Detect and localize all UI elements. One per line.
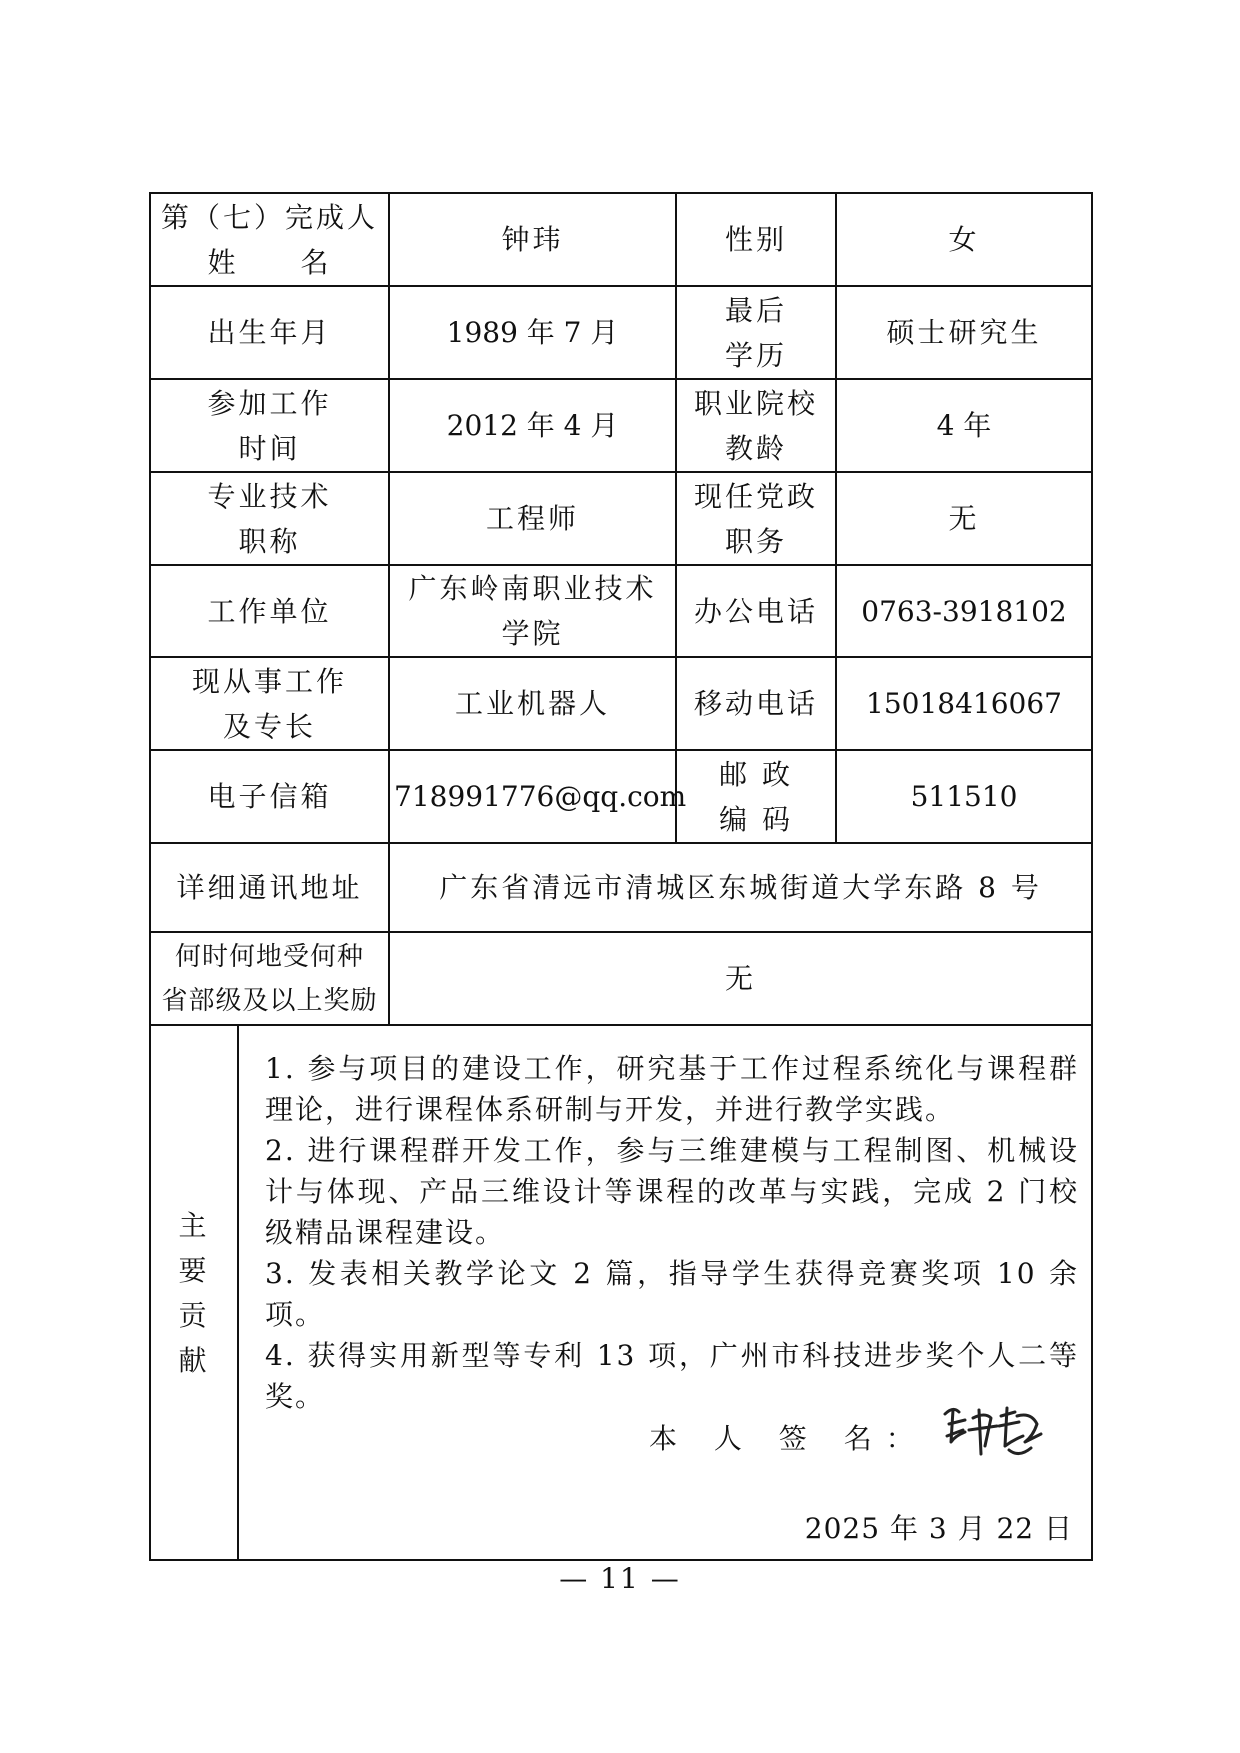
completer-info-table xyxy=(149,192,1093,1561)
contribution-item: 4. 获得实用新型等专利 13 项，广州市科技进步奖个人二等奖。 xyxy=(265,1339,1080,1413)
table-row xyxy=(150,843,1092,932)
handwritten-signature xyxy=(939,1396,1049,1466)
birth-value: 1989 年 7 月 xyxy=(389,286,676,379)
specialty-label-line2: 及专长 xyxy=(223,709,317,743)
table-row xyxy=(150,565,1092,657)
title-label-line1: 专业技术 xyxy=(207,479,332,513)
birth-label: 出生年月 xyxy=(150,286,389,379)
employer-label: 工作单位 xyxy=(150,565,389,657)
title-label-line2: 职称 xyxy=(238,524,301,558)
teaching-years-value: 4 年 xyxy=(836,379,1092,472)
table-row xyxy=(150,657,1092,750)
postcode-value: 511510 xyxy=(836,750,1092,843)
employer-value: 广东岭南职业技术学院 xyxy=(389,565,676,657)
contribution-item: 2. 进行课程群开发工作，参与三维建模与工程制图、机械设计与体现、产品三维设计等课程的改革与实践，完成 2 门校级精品课程建设。 xyxy=(265,1134,1080,1249)
contrib-label-char: 献 xyxy=(178,1343,210,1377)
signature-label: 本 人 签 名： xyxy=(649,1422,928,1455)
postcode-label-cell xyxy=(676,750,836,843)
mobile-value: 15018416067 xyxy=(836,657,1092,750)
page-number: — 11 — xyxy=(559,1562,681,1595)
table-row xyxy=(150,286,1092,379)
contribution-item: 3. 发表相关教学论文 2 篇，指导学生获得竞赛奖项 10 余项。 xyxy=(265,1257,1080,1331)
table-row xyxy=(150,193,1092,286)
postcode-label-line2: 编 码 xyxy=(719,802,793,836)
postcode-label-line1: 邮 政 xyxy=(719,757,793,791)
teaching-years-label-line1: 职业院校 xyxy=(694,386,819,420)
contrib-label-char: 要 xyxy=(178,1253,210,1287)
table-row xyxy=(150,750,1092,843)
education-label-line2: 学历 xyxy=(725,338,788,372)
email-value: 718991776@qq.com xyxy=(389,750,676,843)
specialty-label-cell xyxy=(150,657,389,750)
mobile-label: 移动电话 xyxy=(676,657,836,750)
completer-label-line1: 第（七）完成人 xyxy=(161,200,379,234)
work-start-label-cell xyxy=(150,379,389,472)
completer-name-label-cell xyxy=(150,193,389,286)
awards-label-line1: 何时何地受何种 xyxy=(175,941,365,972)
table-row xyxy=(150,932,1092,1025)
education-label-line1: 最后 xyxy=(725,293,788,327)
work-start-label-line1: 参加工作 xyxy=(207,386,332,420)
specialty-label-line1: 现从事工作 xyxy=(192,664,348,698)
party-post-label-cell xyxy=(676,472,836,565)
signature-date: 2025 年 3 月 22 日 xyxy=(804,1512,1074,1545)
address-label: 详细通讯地址 xyxy=(150,843,389,932)
contrib-label-char: 主 xyxy=(178,1208,210,1242)
contributions-cell xyxy=(238,1025,1092,1560)
party-post-label-line1: 现任党政 xyxy=(694,479,819,513)
specialty-value: 工业机器人 xyxy=(389,657,676,750)
contribution-item: 1. 参与项目的建设工作，研究基于工作过程系统化与课程群理论，进行课程体系研制与开发，并进行教学实践。 xyxy=(265,1052,1080,1126)
table-row xyxy=(150,472,1092,565)
teaching-years-label-line2: 教龄 xyxy=(725,431,788,465)
office-phone-value: 0763-3918102 xyxy=(836,565,1092,657)
name-value: 钟玮 xyxy=(389,193,676,286)
office-phone-label: 办公电话 xyxy=(676,565,836,657)
contributions-label-cell xyxy=(150,1025,238,1560)
party-post-value: 无 xyxy=(836,472,1092,565)
table-row xyxy=(150,1025,1092,1560)
education-label-cell xyxy=(676,286,836,379)
education-value: 硕士研究生 xyxy=(836,286,1092,379)
awards-label-line2: 省部级及以上奖励 xyxy=(161,985,378,1016)
work-start-value: 2012 年 4 月 xyxy=(389,379,676,472)
table-row xyxy=(150,379,1092,472)
title-label-cell xyxy=(150,472,389,565)
gender-value: 女 xyxy=(836,193,1092,286)
teaching-years-label-cell xyxy=(676,379,836,472)
gender-label: 性别 xyxy=(676,193,836,286)
contributions-list xyxy=(265,1048,1079,1417)
party-post-label-line2: 职务 xyxy=(725,524,788,558)
contrib-label-char: 贡 xyxy=(178,1298,210,1332)
title-value: 工程师 xyxy=(389,472,676,565)
work-start-label-line2: 时间 xyxy=(238,431,301,465)
address-value: 广东省清远市清城区东城街道大学东路 8 号 xyxy=(389,843,1092,932)
awards-label-cell xyxy=(150,932,389,1025)
completer-label-line2: 姓 名 xyxy=(207,245,332,279)
awards-value: 无 xyxy=(389,932,1092,1025)
email-label: 电子信箱 xyxy=(150,750,389,843)
